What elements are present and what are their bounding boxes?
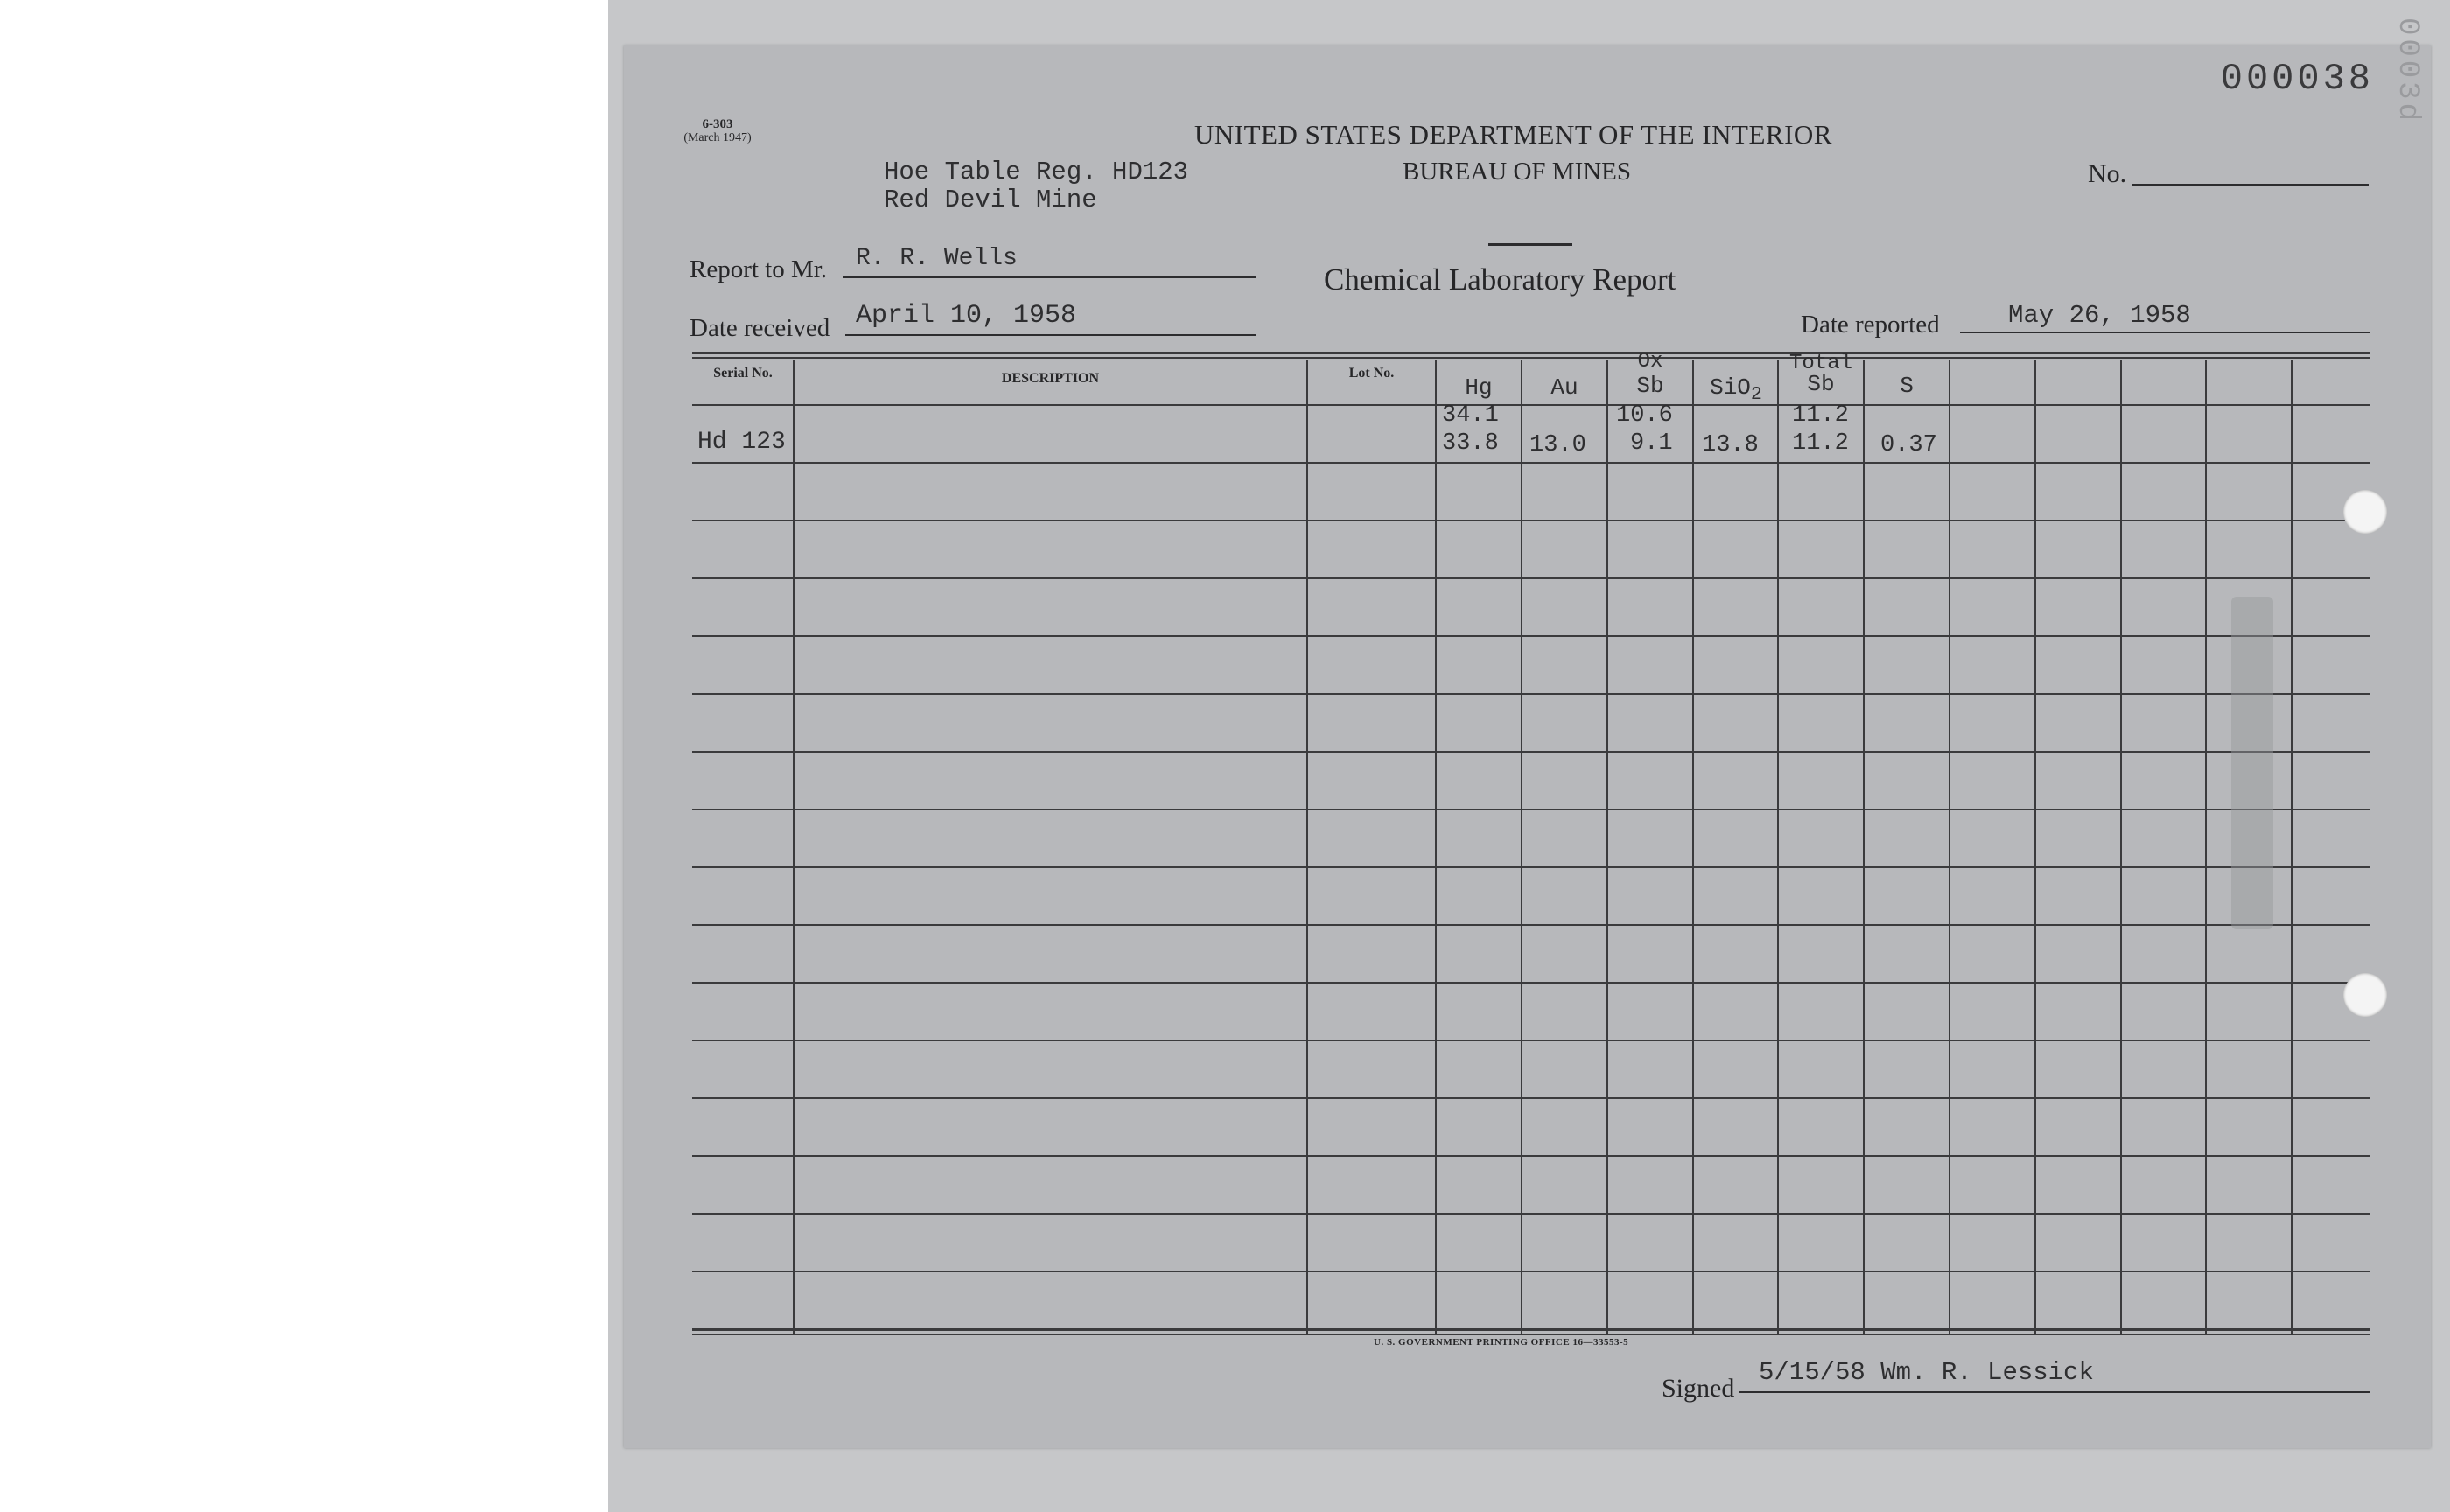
- date-received-value: April 10, 1958: [856, 301, 1077, 331]
- bureau-heading: BUREAU OF MINES: [1403, 158, 1632, 186]
- column-divider: [793, 360, 794, 1334]
- header-au: Au: [1550, 374, 1578, 401]
- column-divider: [1306, 360, 1308, 1334]
- row-rule: [692, 578, 2370, 579]
- cell-s: 0.37: [1880, 432, 1937, 458]
- column-divider: [1777, 360, 1779, 1334]
- report-title: Chemical Laboratory Report: [1324, 262, 1676, 297]
- row-rule: [692, 866, 2370, 868]
- row-rule: [692, 404, 2370, 406]
- signed-value: 5/15/58 Wm. R. Lessick: [1759, 1358, 2094, 1387]
- signed-line: [1740, 1391, 2370, 1393]
- row-rule: [692, 808, 2370, 810]
- table-top-rule-inner: [692, 357, 2370, 359]
- report-no-label: No.: [2088, 159, 2127, 188]
- cell-serial: Hd 123: [697, 429, 786, 456]
- date-received-line: [845, 334, 1256, 336]
- cell-ox-sb-upper: 10.6: [1616, 402, 1673, 429]
- cell-total-sb: 11.2: [1792, 430, 1849, 457]
- report-to-value: R. R. Wells: [856, 245, 1018, 272]
- table-bottom-rule: [692, 1328, 2370, 1331]
- row-rule: [692, 751, 2370, 752]
- row-rule: [692, 1270, 2370, 1272]
- form-number: 6-303 (March 1947): [683, 117, 752, 144]
- faded-stamp-number: 0003d: [2390, 17, 2424, 124]
- row-rule: [692, 1213, 2370, 1214]
- column-divider: [1863, 360, 1865, 1334]
- cell-hg-upper: 34.1: [1442, 402, 1499, 429]
- column-divider: [1606, 360, 1608, 1334]
- column-divider: [1521, 360, 1522, 1334]
- column-divider: [2291, 360, 2292, 1334]
- document-serial-number: 000038: [2220, 58, 2374, 100]
- header-total-sb: Sb: [1807, 371, 1835, 397]
- header-serial-no: Serial No.: [713, 366, 773, 381]
- date-received-label: Date received: [690, 314, 830, 342]
- heading-divider: [1488, 243, 1572, 246]
- header-s: S: [1900, 373, 1914, 399]
- column-divider: [2205, 360, 2207, 1334]
- cell-total-sb-upper: 11.2: [1792, 402, 1849, 429]
- report-to-label: Report to Mr.: [690, 256, 828, 284]
- report-no-line: [2132, 184, 2369, 186]
- cell-sio2: 13.8: [1702, 432, 1759, 458]
- row-rule: [692, 1155, 2370, 1157]
- row-rule: [692, 1097, 2370, 1099]
- date-reported-value: May 26, 1958: [2008, 301, 2191, 330]
- column-divider: [1435, 360, 1437, 1334]
- table-bottom-rule-inner: [692, 1334, 2370, 1335]
- header-lot-no: Lot No.: [1348, 366, 1395, 381]
- row-rule: [692, 982, 2370, 984]
- row-rule: [692, 462, 2370, 464]
- signed-label: Signed: [1662, 1374, 1735, 1403]
- cell-au: 13.0: [1530, 432, 1586, 458]
- table-top-rule: [692, 352, 2370, 354]
- date-reported-label: Date reported: [1801, 311, 1940, 339]
- column-divider: [2120, 360, 2122, 1334]
- row-rule: [692, 635, 2370, 637]
- lab-report-form: [624, 17, 2431, 1448]
- row-rule: [692, 520, 2370, 522]
- date-reported-line: [1960, 332, 2370, 333]
- header-hg: Hg: [1465, 374, 1493, 401]
- department-heading: UNITED STATES DEPARTMENT OF THE INTERIOR: [1194, 119, 1832, 150]
- column-divider: [1949, 360, 1950, 1334]
- cell-hg: 33.8: [1442, 430, 1499, 457]
- printer-imprint: U. S. GOVERNMENT PRINTING OFFICE 16—33553-5: [1374, 1337, 1629, 1348]
- row-rule: [692, 924, 2370, 926]
- paper-smudge: [2231, 597, 2273, 929]
- column-divider: [2034, 360, 2036, 1334]
- binder-hole: [2343, 973, 2387, 1017]
- column-divider: [1692, 360, 1694, 1334]
- sample-line-2: Red Devil Mine: [884, 186, 1097, 214]
- header-sio2: SiO$_2$: [1710, 374, 1762, 406]
- header-ox: Ox: [1637, 350, 1663, 374]
- header-sb: Sb: [1636, 373, 1664, 399]
- header-description: DESCRIPTION: [1001, 371, 1100, 386]
- header-total: Total: [1788, 352, 1852, 375]
- row-rule: [692, 1040, 2370, 1041]
- sample-line-1: Hoe Table Reg. HD123: [884, 158, 1189, 186]
- cell-ox-sb: 9.1: [1630, 430, 1673, 457]
- binder-hole: [2343, 490, 2387, 534]
- row-rule: [692, 693, 2370, 695]
- report-to-line: [843, 276, 1256, 278]
